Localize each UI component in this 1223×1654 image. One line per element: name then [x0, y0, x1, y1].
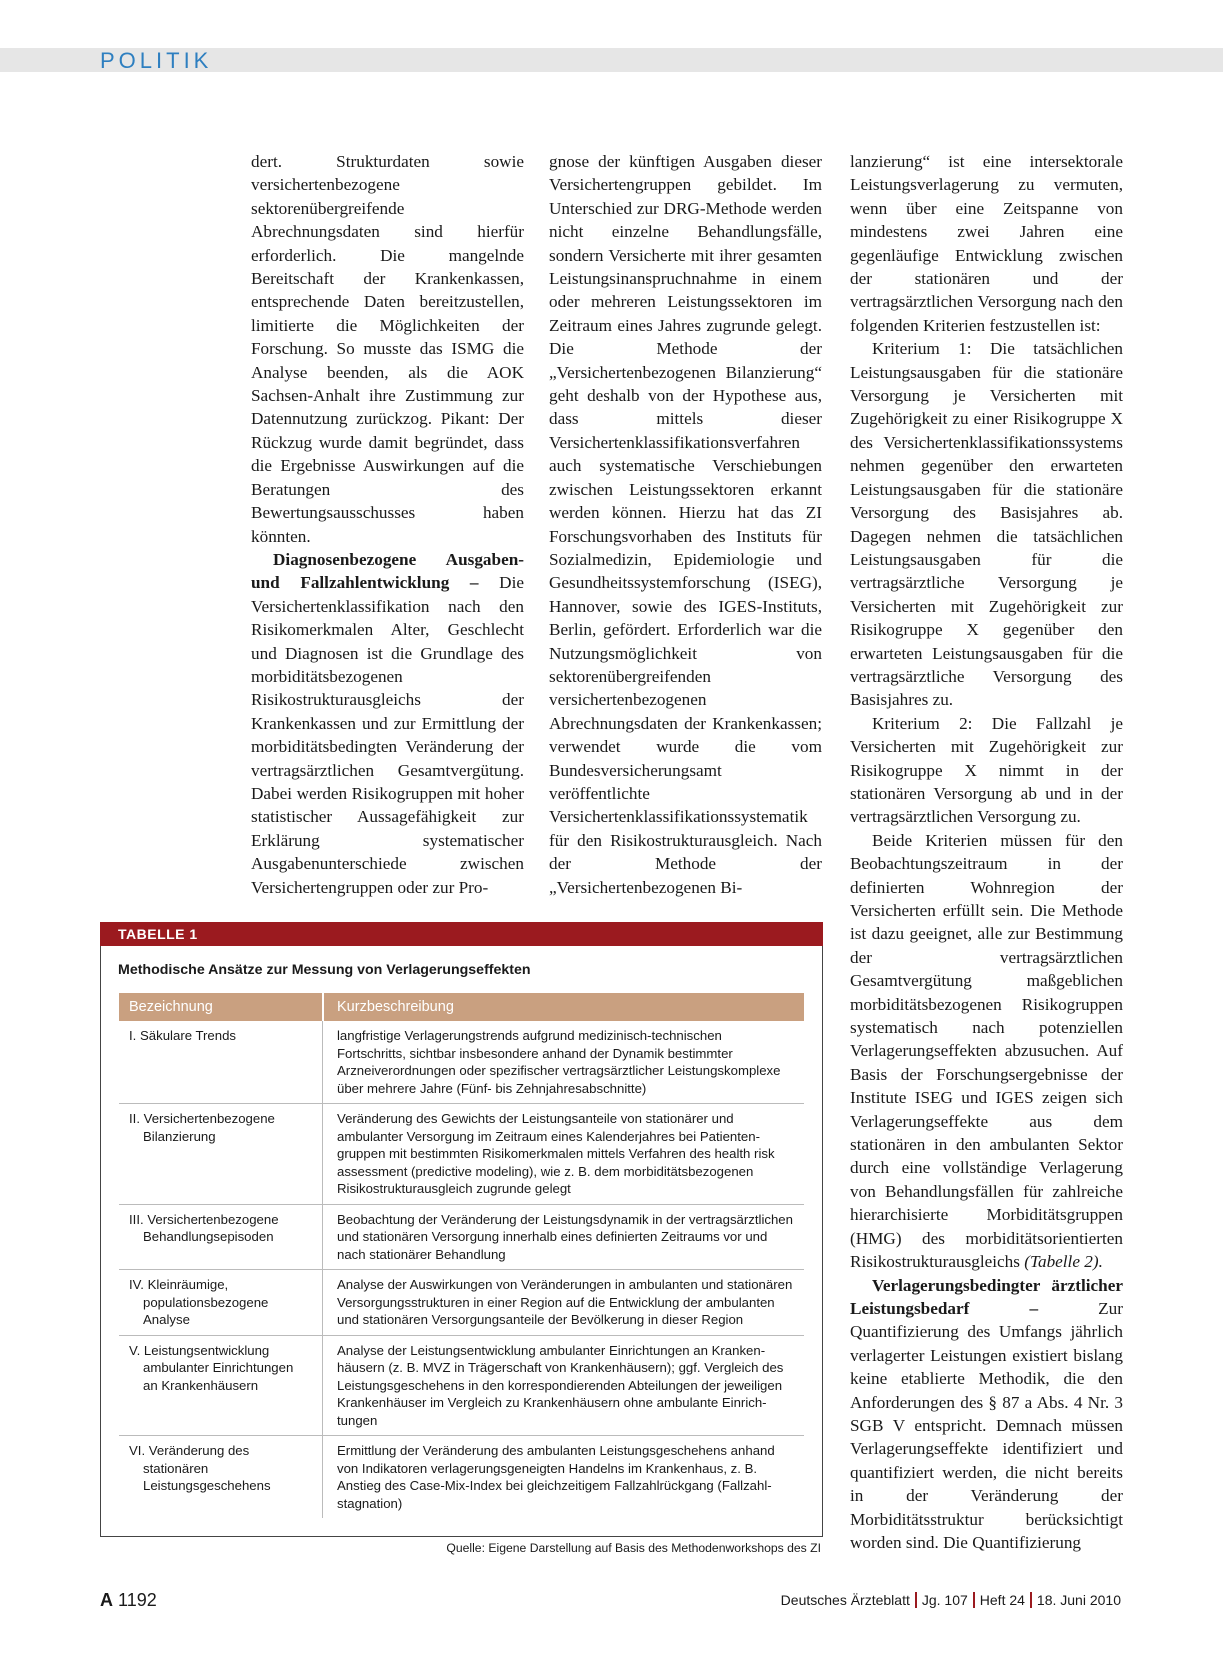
row-name: VI. Veränderung des stationären Leistungsgeschehens	[129, 1443, 271, 1493]
table-source: Quelle: Eigene Darstellung auf Basis des Methodenworkshops des ZI	[446, 1541, 821, 1555]
row-description: Veränderung des Gewichts der Leistungsanteile von stationärer und ambulanter Versorgung im Zeitraum eines Kalenderjahres bei Patienten- gruppen mit bestimmten Risikomerkmalen mittels Verfahren des health risk assessment (predictive modeling), wie z. B. dem morbiditätsbezogenen Risikostrukturausgleich zugrunde gelegt	[337, 1111, 775, 1196]
page-number: A 1192	[100, 1590, 157, 1610]
table-row	[119, 1021, 804, 1104]
paragraph: Verlagerungsbedingter ärztlicher Leistungsbedarf – Zur Quantifizierung des Umfangs jährlich verlagerter Leistungen existiert bislang keine etablierte Methodik, die den Anforderungen des § 87 a Abs. 4 Nr. 3 SGB V entspricht. Demnach müssen Verlagerungseffekte identifiziert und quantifiziert werden, die nicht bereits in der Veränderung der Morbiditätsstruktur berücksichtigt worden sind. Die Quantifizierung	[850, 1275, 1123, 1552]
column-separator	[322, 1336, 323, 1436]
table-header-description: Kurzbeschreibung	[337, 999, 454, 1015]
text-column-3	[850, 150, 1123, 1554]
table-title: Methodische Ansätze zur Messung von Verlagerungseffekten	[118, 962, 531, 978]
journal-volume: Jg. 107	[921, 1592, 968, 1608]
table-header-name: Bezeichnung	[129, 999, 213, 1015]
column-separator	[322, 1270, 323, 1335]
column-separator	[322, 1104, 323, 1204]
paragraph: dert. Strukturdaten sowie versichertenbezogene sektorenübergreifende Abrechnungsdaten sind hierfür erforderlich. Die mangelnde Bereitschaft der Krankenkassen, entsprechende Daten bereitzustellen, limitierte die Möglichkeiten der Forschung. So musste das ISMG die Analyse beenden, als die AOK Sachsen-Anhalt ihre Zustimmung zur Datennutzung zurückzog. Pikant: Der Rückzug wurde damit begründet, dass die Ergebnisse Auswirkungen auf die Beratungen des Bewertungsausschusses haben könnten.	[251, 152, 524, 546]
journal-info	[781, 1592, 1121, 1608]
row-name: IV. Kleinräumige, populationsbezogene Analyse	[129, 1277, 269, 1327]
table-row	[119, 1436, 804, 1518]
row-description: Beobachtung der Veränderung der Leistungsdynamik in der vertragsärztlichen und stationären Versorgung innerhalb eines definierten Zeitraums vor und nach stationärer Behandlung	[337, 1211, 793, 1262]
paragraph-lead: Diagnosenbezogene Ausgaben- und Fallzahlentwicklung –	[251, 549, 524, 593]
paragraph: Diagnosenbezogene Ausgaben- und Fallzahlentwicklung – Die Versichertenklassifikation nach den Risikomerkmalen Alter, Geschlecht und Diagnosen ist die Grundlage des morbiditätsbezogenen Risikostrukturausgleichs der Krankenkassen und zur Ermittlung der morbiditätsbedingten Veränderung der vertragsärztlichen Gesamtvergütung. Dabei werden Risikogruppen mit hoher statistischer Aussagefähigkeit zur Erklärung systematischer Ausgabenunterschiede zwischen Versichertengruppen oder zur Pro-	[251, 549, 524, 897]
row-description: langfristige Verlagerungstrends aufgrund medizinisch-technischen Fortschritts, sichtbar insbesondere anhand der Dynamik bestimmter Arzneiverordnungen oder spezifischer vertragsärztlicher Leistungskomplexe über mehrere Jahre (Fünf- bis Zehnjahresabschnitte)	[337, 1028, 781, 1096]
table-row	[119, 1270, 804, 1336]
paragraph-lead: Verlagerungsbedingter ärztlicher Leistungsbedarf –	[850, 1275, 1123, 1318]
paragraph: Kriterium 1: Die tatsächlichen Leistungsausgaben für die stationäre Versorgung je Versicherten mit Zugehörigkeit zu einer Risikogruppe X des Versichertenklassifikationssystems nehmen gegenüber den erwarteten Leistungsausgaben für die stationäre Versorgung des Basisjahres ab. Dagegen nehmen die tatsächlichen Leistungsausgaben für die vertragsärztliche Versorgung je Versicherten mit Zugehörigkeit zur Risikogruppe X gegenüber den erwarteten Leistungsausgaben für die vertragsärztliche Versorgung des Basisjahres zu.	[850, 339, 1123, 710]
column-separator	[322, 1021, 323, 1103]
row-name: II. Versichertenbezogene Bilanzierung	[129, 1111, 275, 1144]
row-description: Analyse der Auswirkungen von Veränderungen in ambulanten und stationären Versorgungsstrukturen in einer Region auf die Entwicklung der ambulanten und stationären Versorgungsanteile der Bevölkerung in dieser Region	[337, 1277, 793, 1327]
table-label: TABELLE 1	[118, 926, 198, 942]
header-separator	[322, 993, 324, 1021]
journal-name: Deutsches Ärzteblatt	[780, 1592, 910, 1608]
separator-bar	[1030, 1592, 1032, 1608]
journal-date: 18. Juni 2010	[1036, 1592, 1121, 1608]
separator-bar	[973, 1592, 975, 1608]
table-row	[119, 1336, 804, 1437]
table-body	[119, 1021, 804, 1518]
table-header	[119, 993, 804, 1021]
column-separator	[322, 1436, 323, 1518]
column-separator	[322, 1205, 323, 1270]
paragraph: Kriterium 2: Die Fallzahl je Versicherten mit Zugehörigkeit zur Risikogruppe X nimmt in der stationären Versorgung ab und in der vertragsärztlichen Versorgung zu.	[850, 713, 1123, 827]
row-description: Ermittlung der Veränderung des ambulanten Leistungsgeschehens anhand von Indikatoren verlagerungsgeneigten Handelns im Krankenhaus, z. B. Anstieg des Case-Mix-Index bei gleichzeitigem Fallzahlrückgang (Fallzahl- stagnation)	[337, 1443, 775, 1511]
table-row	[119, 1205, 804, 1271]
paragraph: lanzierung“ ist eine intersektorale Leistungsverlagerung zu vermuten, wenn über eine Zeitspanne von mindestens zwei Jahren eine gegenläufige Entwicklung zwischen der stationären und der vertragsärztlichen Versorgung nach den folgenden Kriterien festzustellen ist:	[850, 152, 1123, 335]
text-column-2	[549, 150, 822, 899]
text-column-1	[251, 150, 524, 899]
row-name: III. Versichertenbezogene Behandlungsepisoden	[129, 1211, 279, 1244]
row-description: Analyse der Leistungsentwicklung ambulanter Einrichtungen an Kranken- häusern (z. B. MVZ in Trägerschaft von Krankenhäusern); ggf. Vergleich des Leistungsgeschehens in den korrespondierenden Abteilungen der jeweiligen Krankenhäuser im Vergleich zu Krankenhäusern ohne ambulante Einrich- tungen	[337, 1342, 784, 1428]
row-name: V. Leistungsentwicklung ambulanter Einrichtungen an Krankenhäusern	[129, 1342, 294, 1393]
table-label-bar	[100, 922, 823, 946]
paragraph: Beide Kriterien müssen für den Beobachtungszeitraum in der definierten Wohnregion der Versicherten erfüllt sein. Die Methode ist dazu geeignet, alle zur Bestimmung der vertragsärztlichen Gesamtvergütung maßgeblichen morbiditätsbezogenen Risikogruppen systematisch nach potenziellen Verlagerungseffekten abzusuchen. Auf Basis der Forschungsergebnisse der Institute ISEG und IGES zeigen sich Verlagerungseffekte aus dem stationären in den ambulanten Sektor durch eine vollständige Verlagerung von Behandlungsfällen für zahlreiche hierarchisierte Morbiditätsgruppen (HMG) des morbiditätsorientierten Risikostrukturausgleichs (Tabelle 2).	[850, 830, 1123, 1272]
table-row	[119, 1104, 804, 1205]
section-label: POLITIK	[100, 48, 213, 73]
journal-issue: Heft 24	[979, 1592, 1025, 1608]
row-name: I. Säkulare Trends	[129, 1028, 237, 1043]
paragraph: gnose der künftigen Ausgaben dieser Versichertengruppen gebildet. Im Unterschied zur DRG-Methode werden nicht einzelne Behandlungsfälle, sondern Versicherte mit ihrer gesamten Leistungsinanspruchnahme in einem oder mehreren Leistungssektoren im Zeitraum eines Jahres zugrunde gelegt. Die Methode der „Versichertenbezogenen Bilanzierung“ geht deshalb von der Hypothese aus, dass mittels dieser Versichertenklassifikationsverfahren auch systematische Verschiebungen zwischen Leistungssektoren erkannt werden können. Hierzu hat das ZI Forschungsvorhaben des Instituts für Sozialmedizin, Epidemiologie und Gesundheitssystemforschung (ISEG), Hannover, sowie des IGES-Instituts, Berlin, gefördert. Erforderlich war die Nutzungsmöglichkeit von sektorenübergreifenden versichertenbezogenen Abrechnungsdaten der Krankenkassen; verwendet wurde die vom Bundesversicherungsamt veröffentlichte Versichertenklassifikationssystematik für den Risikostrukturausgleich. Nach der Methode der „Versichertenbezogenen Bi-	[549, 152, 822, 897]
separator-bar	[915, 1592, 917, 1608]
